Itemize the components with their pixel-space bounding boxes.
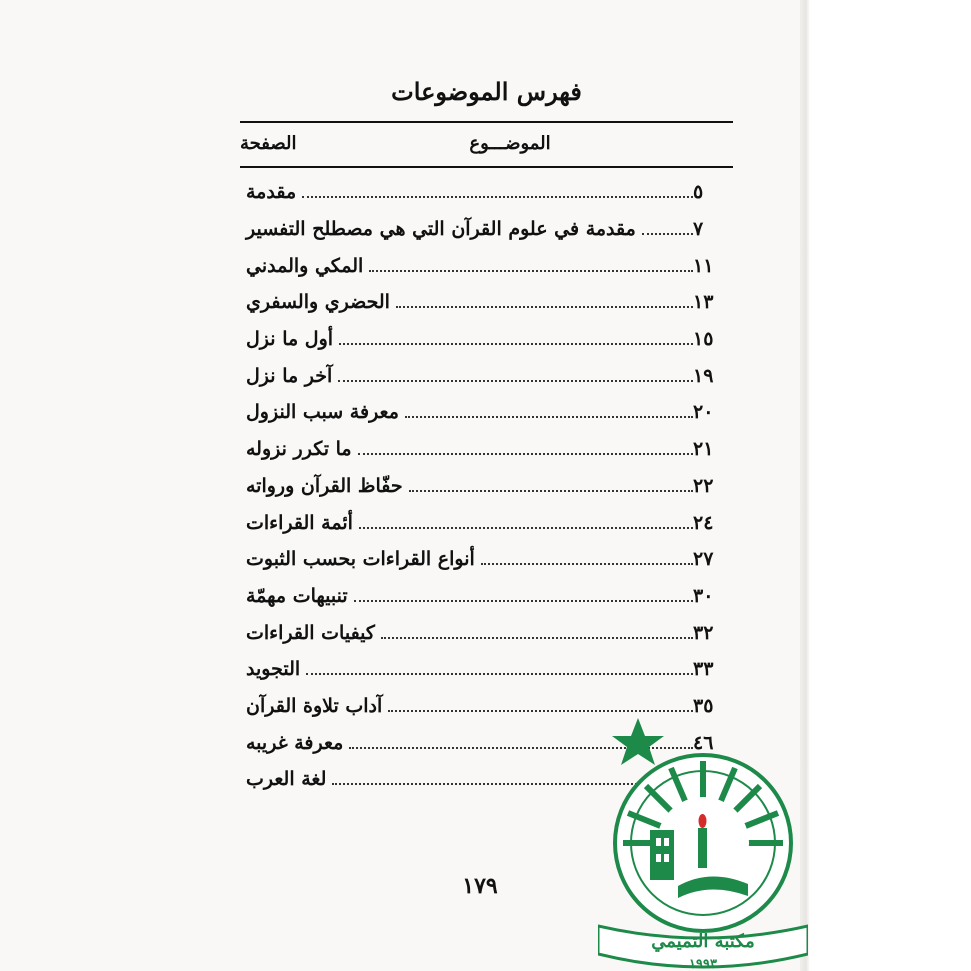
dot-leader <box>339 343 693 345</box>
toc-topic: آخر ما نزل <box>246 364 333 387</box>
toc-topic: آداب تلاوة القرآن <box>246 694 383 717</box>
star-icon <box>612 718 664 765</box>
toc-topic: أنواع القراءات بحسب الثبوت <box>246 548 475 571</box>
column-header-page: الصفحة <box>240 133 297 154</box>
toc-topic: ما تكرر نزوله <box>246 438 352 461</box>
dot-leader <box>354 600 693 602</box>
toc-topic: أول ما نزل <box>246 328 334 351</box>
toc-topic: المكي والمدني <box>246 254 364 277</box>
toc-topic: حفّاظ القرآن ورواته <box>246 474 403 497</box>
toc-page-number: ٧ <box>693 218 704 241</box>
toc-entry <box>240 614 733 651</box>
stamp-name: مكتبة التميمي <box>651 931 755 952</box>
dot-leader <box>405 416 693 418</box>
toc-page-number: ٥ <box>693 181 704 204</box>
dot-leader <box>481 563 693 565</box>
toc-page-number: ١٩ <box>693 364 714 387</box>
toc-entry <box>240 504 733 541</box>
dot-leader <box>642 233 693 235</box>
page-number: ١٧٩ <box>462 873 498 899</box>
toc-page-number: ٣٣ <box>693 658 714 681</box>
dot-leader <box>381 637 693 639</box>
page-title: فهرس الموضوعات <box>391 77 582 106</box>
toc-page-number: ٢٤ <box>693 511 714 534</box>
toc-page-number: ٢٠ <box>693 401 714 424</box>
toc-topic: أئمة القراءات <box>246 511 353 534</box>
toc-entry <box>240 541 733 578</box>
library-stamp-logo <box>598 718 808 971</box>
candle-icon <box>698 828 707 868</box>
toc-entry <box>240 394 733 431</box>
dot-leader <box>409 490 693 492</box>
column-header-topic: الموضـــوع <box>469 133 551 154</box>
toc-entry <box>240 321 733 358</box>
toc-page-number: ٣٢ <box>693 621 714 644</box>
toc-entry <box>240 174 733 211</box>
toc-entry <box>240 357 733 394</box>
toc-topic: معرفة غريبه <box>246 731 344 754</box>
toc-topic: معرفة سبب النزول <box>246 401 399 424</box>
toc-topic: مقدمة في علوم القرآن التي هي مصطلح التفسير <box>246 218 636 241</box>
flame-icon <box>699 814 707 828</box>
dot-leader <box>359 527 693 529</box>
toc-entry <box>240 211 733 248</box>
toc-page-number: ١٣ <box>693 291 714 314</box>
toc-page-number: ٣٥ <box>693 694 714 717</box>
toc-entry <box>240 284 733 321</box>
toc-page-number: ١١ <box>693 254 714 277</box>
toc-topic: الحضري والسفري <box>246 291 390 314</box>
stamp-year: ١٩٩٣ <box>689 957 717 971</box>
toc-topic: مقدمة <box>246 181 297 204</box>
dot-leader <box>388 710 693 712</box>
dot-leader <box>302 196 693 198</box>
toc-topic: لغة العرب <box>246 768 327 791</box>
toc-page-number: ٢١ <box>693 438 714 461</box>
dot-leader <box>358 453 693 455</box>
dot-leader <box>396 306 693 308</box>
toc-page-number: ٢٧ <box>693 548 714 571</box>
toc-page-number: ٣٠ <box>693 584 714 607</box>
header-top-rule <box>240 121 733 123</box>
toc-topic: تنبيهات مهمّة <box>246 584 348 607</box>
toc-topic: التجويد <box>246 658 301 681</box>
toc-page-number: ١٥ <box>693 328 714 351</box>
toc-page-number: ٢٢ <box>693 474 714 497</box>
toc-page-number: ٤٦ <box>693 731 714 754</box>
toc-list <box>240 174 733 798</box>
toc-entry <box>240 431 733 468</box>
dot-leader <box>369 270 693 272</box>
toc-entry <box>240 578 733 615</box>
toc-entry <box>240 468 733 505</box>
toc-entry <box>240 247 733 284</box>
header-bottom-rule <box>240 166 733 168</box>
toc-topic: كيفيات القراءات <box>246 621 375 644</box>
tower-icon <box>650 830 674 880</box>
dot-leader <box>338 380 693 382</box>
toc-entry <box>240 651 733 688</box>
dot-leader <box>306 673 693 675</box>
